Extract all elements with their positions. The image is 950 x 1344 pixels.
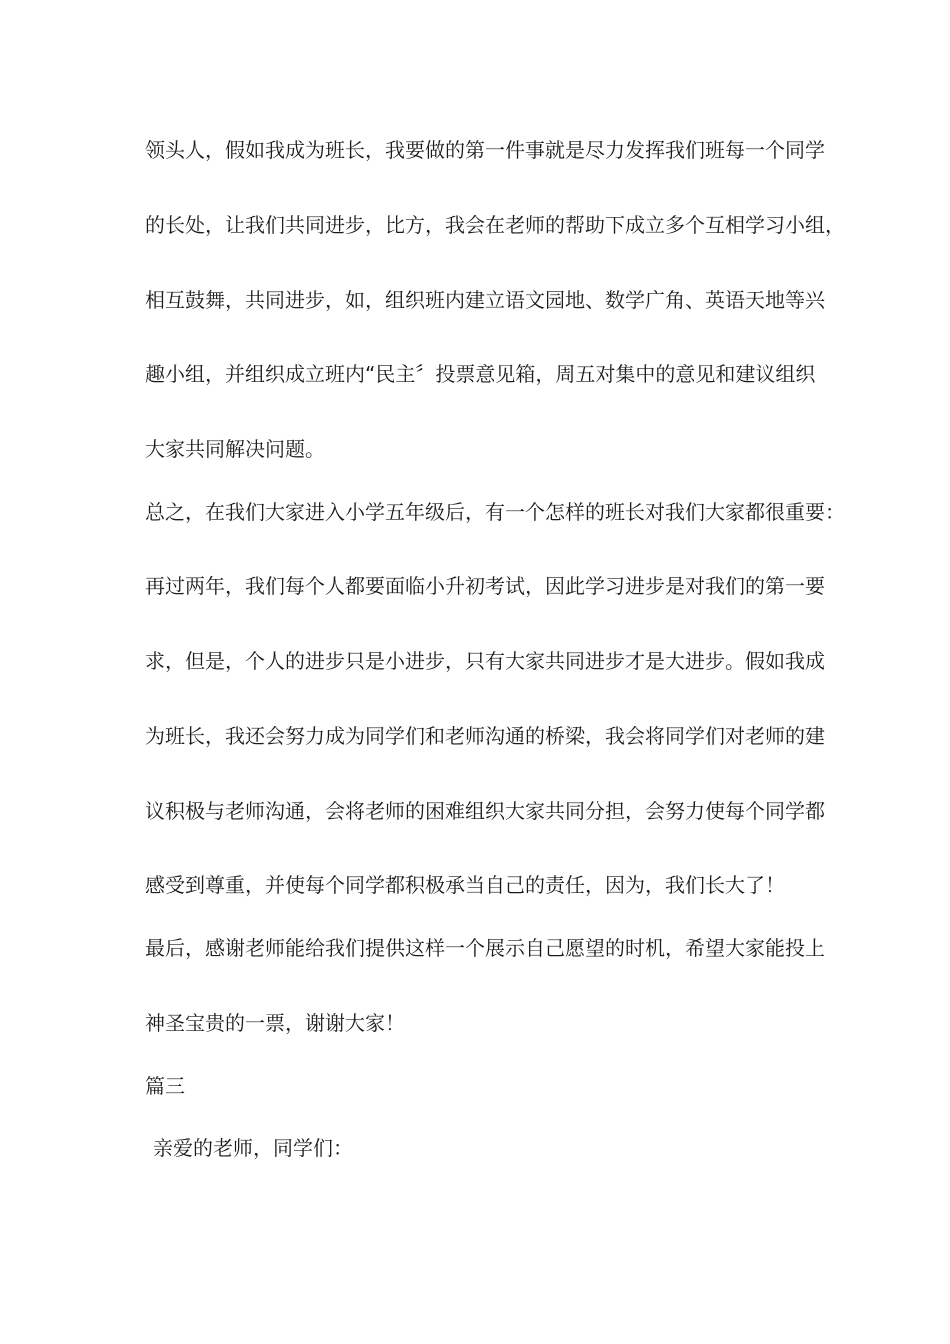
paragraph-line: 再过两年，我们每个人都要面临小升初考试，因此学习进步是对我们的第一要 bbox=[145, 574, 825, 598]
paragraph-line: 议积极与老师沟通，会将老师的困难组织大家共同分担，会努力使每个同学都 bbox=[145, 799, 825, 823]
paragraph-line: 感受到尊重，并使每个同学都积极承当自己的责任，因为，我们长大了！ bbox=[145, 873, 785, 897]
salutation-line: 亲爱的老师，同学们： bbox=[153, 1136, 353, 1160]
paragraph-line: 最后，感谢老师能给我们提供这样一个展示自己愿望的时机，希望大家能投上 bbox=[145, 936, 825, 960]
paragraph-line: 总之，在我们大家进入小学五年级后，有一个怎样的班长对我们大家都很重要： bbox=[145, 500, 845, 524]
paragraph-line: 神圣宝贵的一票，谢谢大家！ bbox=[145, 1011, 405, 1035]
paragraph-line: 大家共同解决问题。 bbox=[145, 437, 325, 461]
paragraph-line: 趣小组，并组织成立班内“民主〞投票意见箱，周五对集中的意见和建议组织 bbox=[145, 362, 816, 386]
section-heading: 篇三 bbox=[145, 1074, 185, 1098]
paragraph-line: 的长处，让我们共同进步，比方，我会在老师的帮助下成立多个互相学习小组， bbox=[145, 213, 845, 237]
paragraph-line: 求，但是，个人的进步只是小进步，只有大家共同进步才是大进步。假如我成 bbox=[145, 649, 825, 673]
paragraph-line: 领头人，假如我成为班长，我要做的第一件事就是尽力发挥我们班每一个同学 bbox=[145, 138, 825, 162]
paragraph-line: 相互鼓舞，共同进步，如，组织班内建立语文园地、数学广角、英语天地等兴 bbox=[145, 288, 825, 312]
paragraph-line: 为班长，我还会努力成为同学们和老师沟通的桥梁，我会将同学们对老师的建 bbox=[145, 724, 825, 748]
